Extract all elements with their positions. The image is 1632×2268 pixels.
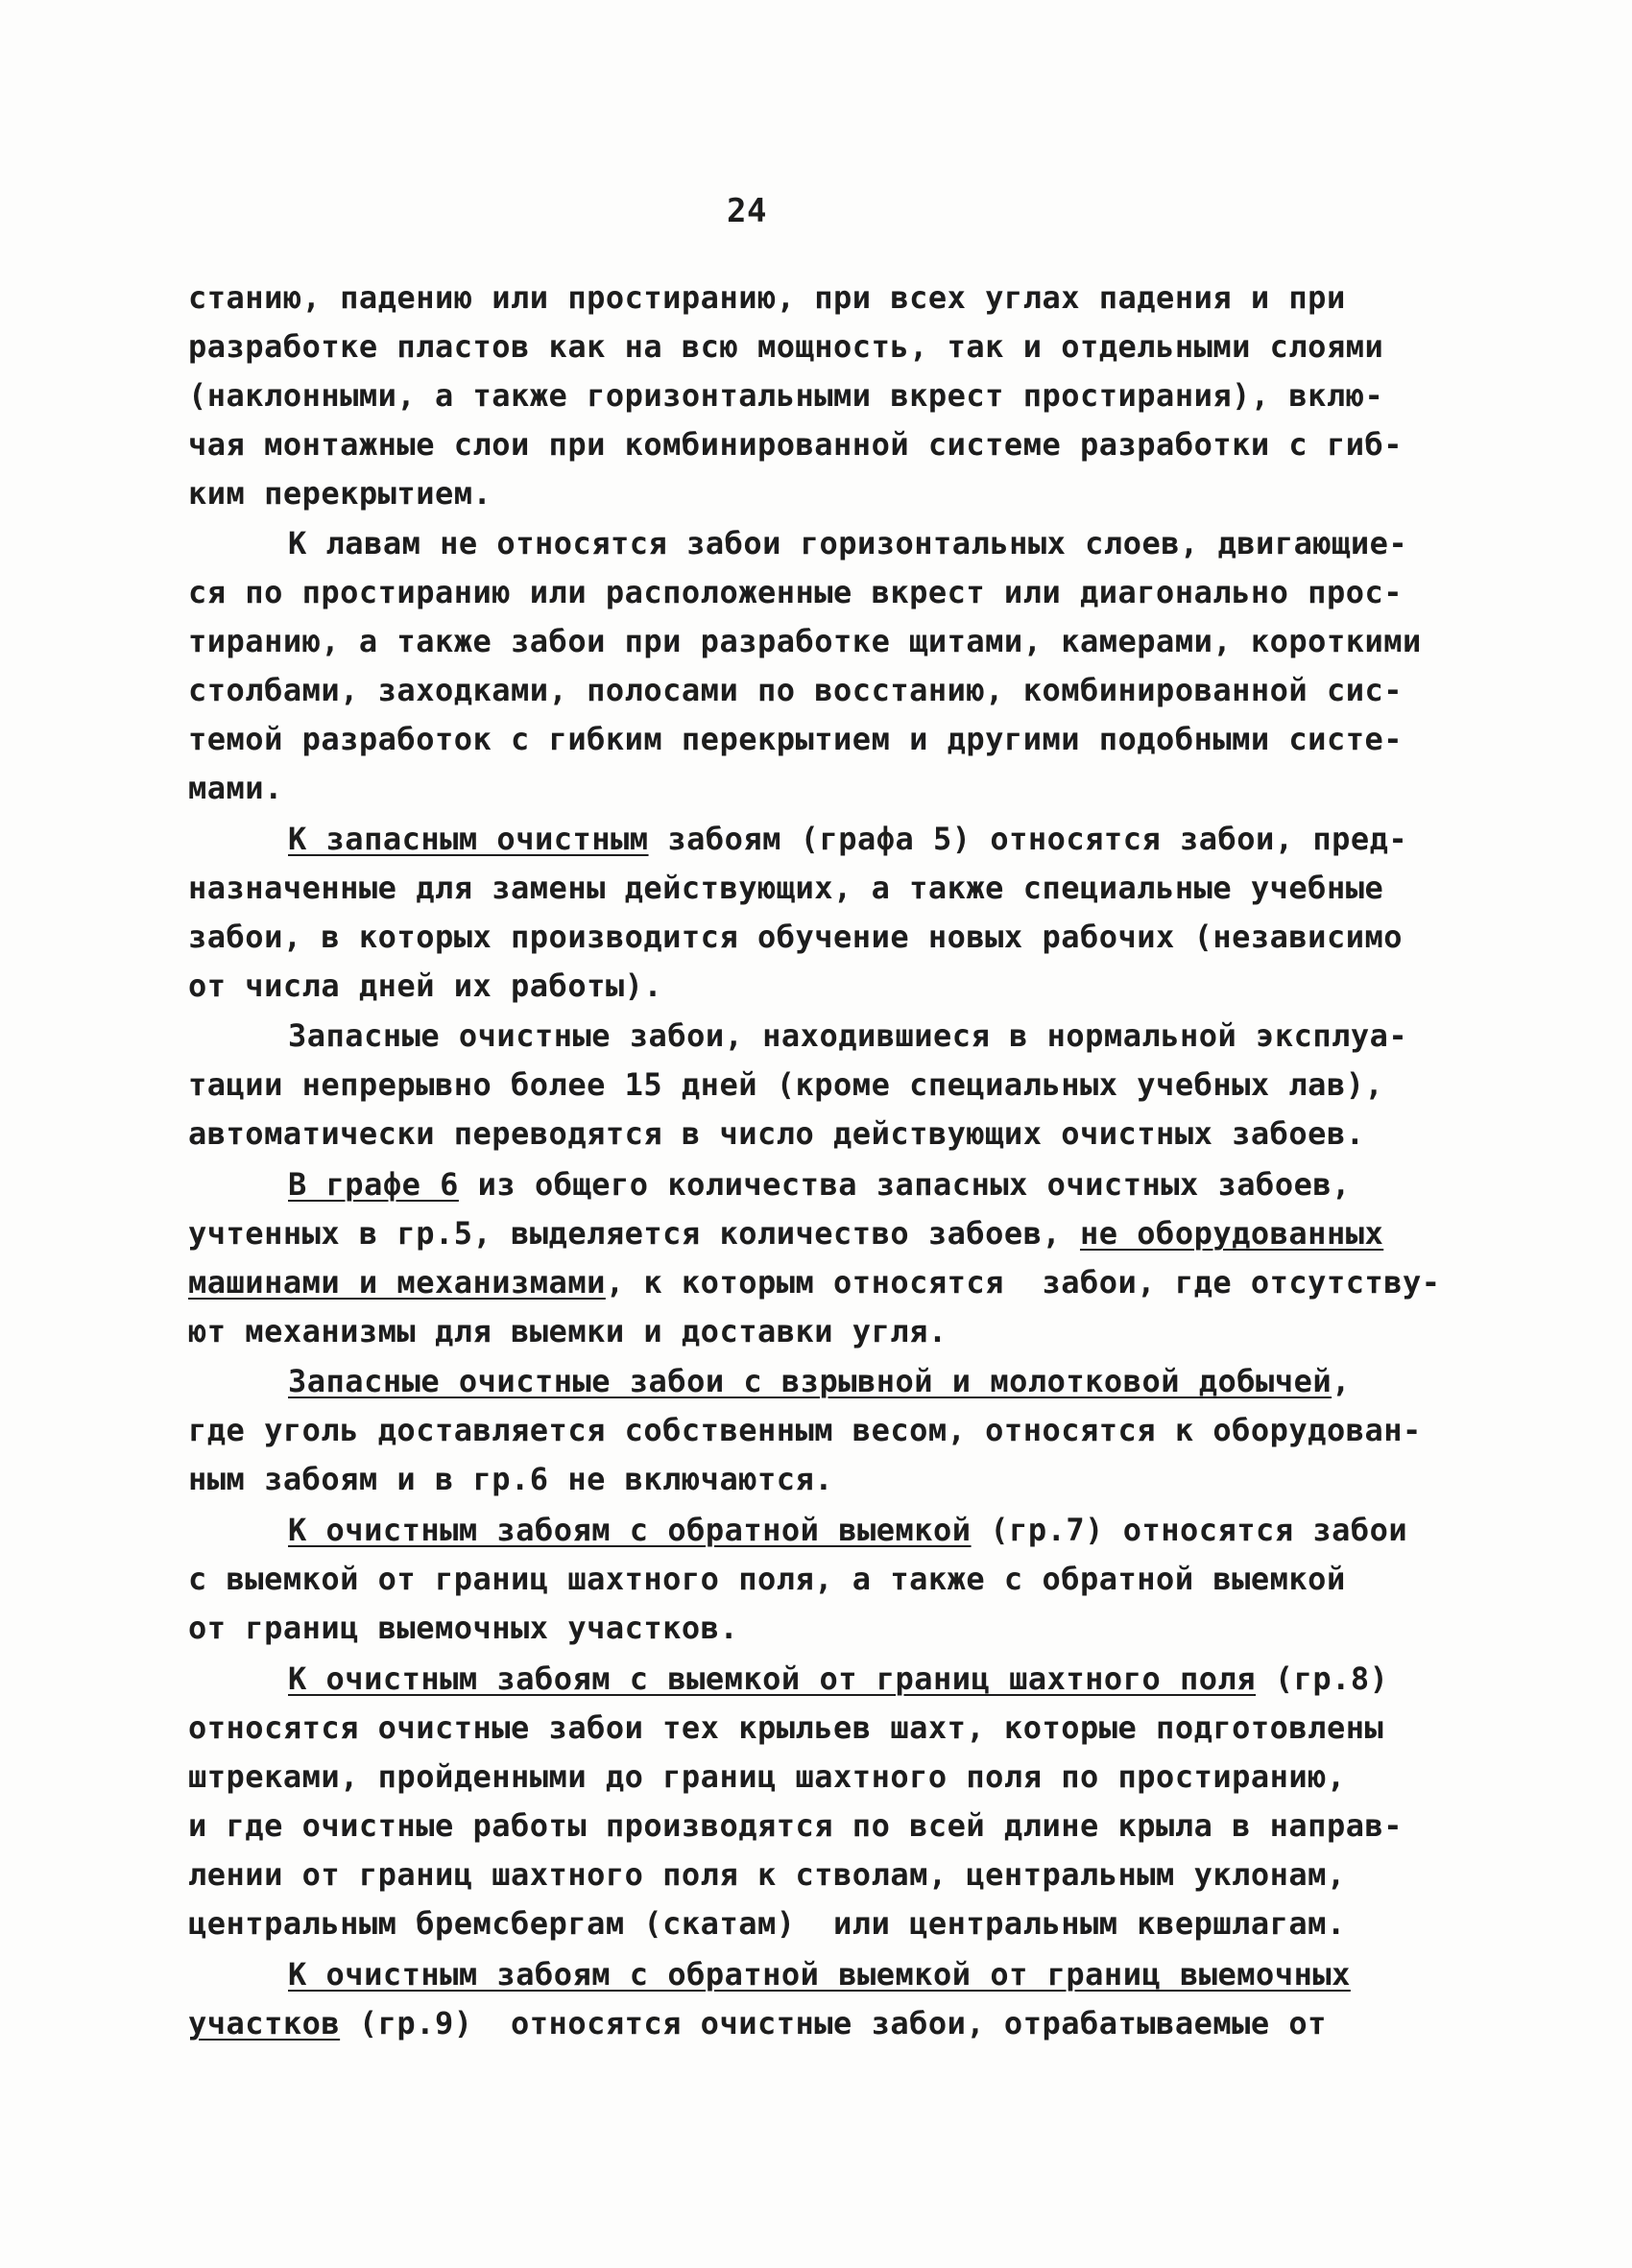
text-line: лении от границ шахтного поля к стволам, центральным уклонам,: [188, 1856, 1346, 1893]
text-line: машинами и механизмами, к которым относятся забои, где отсутству-: [188, 1264, 1441, 1301]
text-line: ким перекрытием.: [188, 475, 492, 512]
underlined-heading: К очистным забоям с обратной выемкой: [288, 1512, 972, 1548]
underlined-phrase: машинами и механизмами: [188, 1264, 606, 1301]
text-line: (наклонными, а также горизонтальными вкрест простирания), вклю-: [188, 377, 1384, 414]
text-line: тации непрерывно более 15 дней (кроме специальных учебных лав),: [188, 1066, 1384, 1103]
text-line: автоматически переводятся в число действующих очистных забоев.: [188, 1115, 1365, 1152]
text-line: В графе 6 из общего количества запасных очистных забоев,: [288, 1166, 1351, 1203]
text-line: тиранию, а также забои при разработке щитами, камерами, короткими: [188, 623, 1422, 659]
text-line: разработке пластов как на всю мощность, так и отдельными слоями: [188, 328, 1384, 365]
text-line: Запасные очистные забои с взрывной и молотковой добычей,: [288, 1363, 1351, 1399]
text-line: К запасным очистным забоям (графа 5) относятся забои, пред-: [288, 821, 1408, 857]
text-line: [288, 1955, 1351, 1993]
text-line: столбами, заходками, полосами по восстанию, комбинированной сис-: [188, 672, 1403, 708]
text-line: мами.: [188, 770, 283, 806]
text-line: назначенные для замены действующих, а также специальные учебные: [188, 870, 1384, 906]
text-line: где уголь доставляется собственным весом, относятся к оборудован-: [188, 1412, 1422, 1448]
text-line: станию, падению или простиранию, при всех углах падения и при: [188, 279, 1346, 316]
text-line: ют механизмы для выемки и доставки угля.: [188, 1313, 948, 1349]
underlined-phrase: не оборудованных: [1079, 1215, 1384, 1252]
text-line: К очистным забоям с выемкой от границ шахтного поля (гр.8): [288, 1660, 1389, 1697]
text-line: чая монтажные слои при комбинированной системе разработки с гиб-: [188, 426, 1403, 463]
text-line: штреками, пройденными до границ шахтного поля по простиранию,: [188, 1758, 1346, 1795]
text-line: от числа дней их работы).: [188, 967, 663, 1004]
page-number: 24: [727, 192, 767, 230]
underlined-heading: участков: [188, 2005, 341, 2041]
underlined-heading: В графе 6: [288, 1166, 459, 1203]
text-line: от границ выемочных участков.: [188, 1610, 739, 1646]
underlined-heading: К запасным очистным: [288, 821, 649, 857]
text-line: ся по простиранию или расположенные вкрест или диагонально прос-: [188, 574, 1403, 610]
text-line: К очистным забоям с обратной выемкой (гр.7) относятся забои: [288, 1512, 1408, 1548]
text-line: К лавам не относятся забои горизонтальных слоев, двигающие-: [288, 525, 1408, 561]
text-line: относятся очистные забои тех крыльев шахт, которые подготовлены: [188, 1709, 1384, 1746]
text-line: участков (гр.9) относятся очистные забои, отрабатываемые от: [188, 2005, 1327, 2041]
text-line: с выемкой от границ шахтного поля, а также с обратной выемкой: [188, 1561, 1346, 1597]
text-line: забои, в которых производится обучение новых рабочих (независимо: [188, 919, 1403, 955]
text-line: учтенных в гр.5, выделяется количество забоев, не оборудованных: [188, 1215, 1384, 1252]
text-line: темой разработок с гибким перекрытием и другими подобными систе-: [188, 721, 1403, 757]
text-line: ным забоям и в гр.6 не включаются.: [188, 1461, 834, 1497]
text-line: центральным бремсбергам (скатам) или центральным квершлагам.: [188, 1905, 1346, 1942]
underlined-heading: К очистным забоям с выемкой от границ шахтного поля: [288, 1660, 1257, 1697]
underlined-heading: Запасные очистные забои с взрывной и молотковой добычей: [288, 1363, 1332, 1399]
text-line: и где очистные работы производятся по всей длине крыла в направ-: [188, 1807, 1403, 1844]
text-line: Запасные очистные забои, находившиеся в нормальной эксплуа-: [288, 1017, 1408, 1054]
underlined-heading: К очистным забоям с обратной выемкой от границ выемочных: [288, 1956, 1351, 1993]
